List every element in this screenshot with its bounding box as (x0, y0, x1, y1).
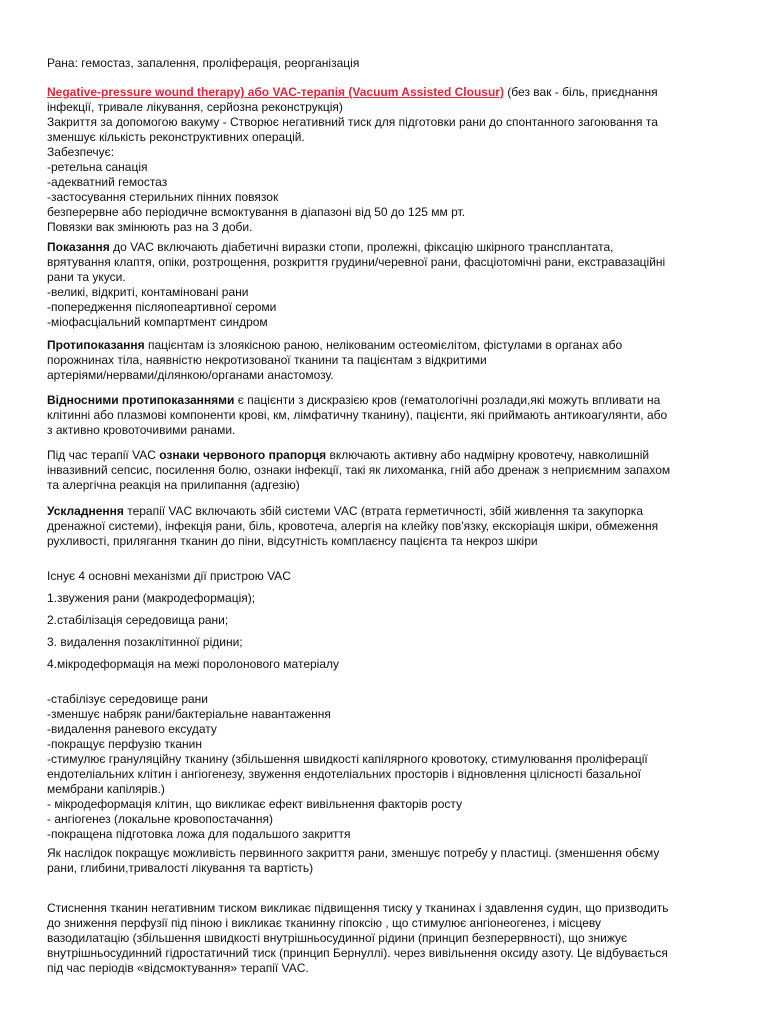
mechanism-item: 1.звужения рани (макродеформація); (47, 591, 256, 605)
text-line: -міофасціальний компартмент синдром (47, 315, 268, 329)
effects-list (47, 692, 719, 842)
text-line: Забезпечує: (47, 145, 115, 159)
effects-line: -стабілізує середовище рани (47, 692, 208, 706)
complications-first-line (47, 504, 719, 519)
vac-title-rest: (без вак - біль, приєднання (503, 85, 658, 99)
text-line: рухливості, прилягання тканин до піни, відсутність комплаєнсу пацієнта та некроз шкіри (47, 534, 538, 548)
redflags-label: ознаки червоного прапорця (159, 448, 327, 462)
vac-title-link[interactable]: Negative-pressure wound therapy) або VAC-терапія (Vacuum Assisted Clousur) (47, 85, 504, 99)
effects-line: - ангіогенез (локальне кровопостачання) (47, 812, 274, 826)
compression-line: вазодилатацію (збільшення швидкості внутрішньосудинної рідини (принцип безперервності), що знижує (47, 931, 628, 945)
complications-label: Ускладнення (47, 504, 124, 518)
text-line: рани та укуси. (47, 270, 126, 284)
red-flags-section (47, 448, 719, 493)
compression-line: під час періодів «відсмоктування» терапії VAC. (47, 961, 309, 975)
text-line: безперервне або періодичне всмоктування в діапазоні від 50 до 125 мм рт. (47, 205, 466, 219)
indications-label: Показання (47, 240, 110, 254)
effects-line: -покращує перфузію тканин (47, 737, 202, 751)
text-line: порожнинах тіла, наявністю некротизованої тканини та пацієнтам з відкритими (47, 353, 487, 367)
contra-rest: пацієнтам із злоякісною раною, нелікованим остеомієлітом, фістулами в органах або (144, 338, 623, 352)
text-line: -великі, відкриті, контаміновані рани (47, 285, 249, 299)
relative-first-line (47, 393, 719, 408)
mechanism-item: 2.стабілізація середовища рани; (47, 613, 229, 627)
indications-rest: до VAC включають діабетичні виразки стопи, пролежні, фіксацію шкірного трансплантата, (109, 240, 614, 254)
text-line: та алергічна реакція на прилипання (адгезію) (47, 478, 300, 492)
redflags-rest: включають активну або надмірну кровотечу, навколишній (326, 448, 650, 462)
relative-rest: є пацієнти з дискразією кров (гематологічні розлади,які можуть впливати на (234, 393, 661, 407)
contra-label: Протипоказання (47, 338, 145, 352)
redflags-first-line (47, 448, 719, 463)
indications-section (47, 240, 719, 330)
vac-title-line (47, 85, 719, 100)
consequence-line: Як наслідок покращує можливість первинного закриття рани, зменшує потребу у пластиці. (зменшення обєму (47, 846, 660, 860)
heading-line (47, 56, 719, 71)
mechanism-item: 3. видалення позаклітинної рідини; (47, 635, 243, 649)
redflags-prefix: Під час терапії VAC (47, 448, 160, 462)
text-line: з активно кровоточивими ранами. (47, 423, 236, 437)
effects-line: ендотеліальних клітин і ангіогенезу, звуження ендотеліальних просторів і відновлення цілісності базальної (47, 767, 641, 781)
text-line: клітинні або плазмові компоненти крові, км, лімфатичну тканину), пацієнти, які приймають антикоагулянти, або (47, 408, 668, 422)
consequence-paragraph (47, 846, 719, 876)
consequence-line: рани, глибини,тривалості лікування та вартість) (47, 861, 314, 875)
effects-line: мембрани капілярів.) (47, 782, 165, 796)
text-line: інвазивний сепсис, посилення болю, ознаки інфекції, такі як лихоманка, гній або дренаж з неприємним запахом (47, 463, 671, 477)
text-line: Закриття за допомогою вакуму - Створює негативний тиск для підготовки рани до спонтанного загоювання та (47, 115, 658, 129)
text-line: дренажної системи), інфекція рани, біль, кровотеча, алергія на клейку пов'язку, екскоріація шкіри, обмеження (47, 519, 659, 533)
compression-line: Стиснення тканин негативним тиском викликає підвищення тиску у тканинах і здавлення судин, що призводить (47, 901, 669, 915)
contraindications-section (47, 338, 719, 383)
compression-line: до зниження перфузії під піною і викликає тканинну гіпоксію , що стимулює ангіонеогенез, і місцеву (47, 916, 601, 930)
text-line: -застосування стерильних пінних повязок (47, 190, 279, 204)
text-line: врятування клаптя, опіки, розтрощення, розкриття грудини/черевної рани, фасціотомічні рани, екстравазаційні (47, 255, 666, 269)
text-line: Повязки вак змінюють раз на 3 доби. (47, 220, 253, 234)
compression-paragraph (47, 901, 719, 976)
vac-section (47, 85, 719, 235)
text-line: інфекції, тривале лікування, серйозна реконструкція) (47, 100, 343, 114)
effects-line: -покращена підготовка ложа для подальшого закриття (47, 827, 351, 841)
text-line: -ретельна санація (47, 160, 148, 174)
complications-rest: терапії VAC включають збій системи VAC (втрата герметичності, збій живлення та закупорка (123, 504, 643, 518)
mechanisms-intro: Існує 4 основні механізми дії пристрою VAC (47, 569, 291, 583)
text-line: -попередження післяопеартивної сероми (47, 300, 277, 314)
mechanism-item: 4.мікродеформація на межі поролонового матеріалу (47, 657, 340, 671)
indications-first-line (47, 240, 719, 255)
effects-line: - мікродеформація клітин, що викликає ефект вивільнення факторів росту (47, 797, 463, 811)
relative-contra-section (47, 393, 719, 438)
complications-section (47, 504, 719, 549)
effects-line: -видалення раневого ексудату (47, 722, 217, 736)
contra-first-line (47, 338, 719, 353)
text-line: Рана: гемостаз, запалення, проліферація, реорганізація (47, 56, 360, 70)
effects-line: -стимулює грануляційну тканину (збільшення швидкості капілярного кровотоку, стимулювання проліферації (47, 752, 648, 766)
text-line: артеріями/нервами/ділянкою/органами анастомозу. (47, 368, 334, 382)
text-line: -адекватний гемостаз (47, 175, 168, 189)
text-line: зменшує кількість реконструктивних операцій. (47, 130, 305, 144)
relative-label: Відносними протипоказаннями (47, 393, 235, 407)
compression-line: внутрішньосудинний гідростатичний тиск (принцип Бернуллі). через вивільнення оксиду азоту. Це відбувається (47, 946, 668, 960)
effects-line: -зменшує набряк рани/бактеріальне навантаження (47, 707, 331, 721)
